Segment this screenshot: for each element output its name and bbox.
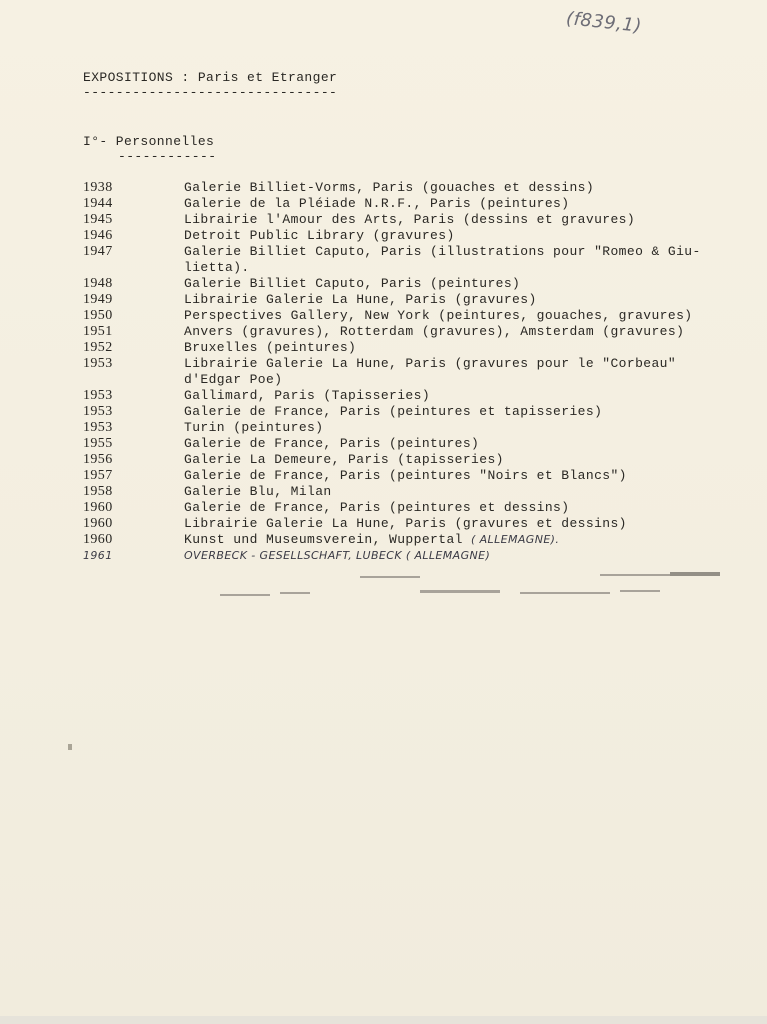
exhibition-year: 1938 [83, 180, 113, 195]
exhibition-description-line: Kunst und Museumsverein, Wuppertal [184, 532, 463, 547]
exhibition-year: 1953 [83, 420, 113, 435]
exhibition-description [184, 308, 692, 324]
exhibition-year: 1948 [83, 276, 113, 291]
exhibition-list [83, 180, 723, 564]
document-heading: EXPOSITIONS : Paris et Etranger [83, 70, 338, 85]
exhibition-row [83, 244, 723, 276]
exhibition-description-line: Turin (peintures) [184, 420, 324, 435]
exhibition-description-line: Galerie Billiet Caputo, Paris (peintures) [184, 276, 521, 291]
section-underline: ------------ [118, 149, 217, 164]
exhibition-description-line: Galerie de France, Paris (peintures et dessins) [184, 500, 570, 515]
exhibition-description-line: Bruxelles (peintures) [184, 340, 357, 355]
exhibition-description [184, 420, 323, 436]
exhibition-row [83, 468, 723, 484]
exhibition-description [184, 244, 701, 276]
exhibition-row [83, 180, 723, 196]
exhibition-description-line: Galerie de France, Paris (peintures "Noirs et Blancs") [184, 468, 627, 483]
exhibition-row [83, 292, 723, 308]
exhibition-description [184, 228, 455, 244]
section-title: I°- Personnelles [83, 134, 215, 149]
exhibition-row [83, 500, 723, 516]
exhibition-year: 1953 [83, 388, 113, 403]
exhibition-description-line: Galerie de la Pléiade N.R.F., Paris (peintures) [184, 196, 570, 211]
exhibition-row [83, 516, 723, 532]
exhibition-year: 1953 [83, 356, 113, 371]
exhibition-row [83, 212, 723, 228]
exhibition-year: 1957 [83, 468, 113, 483]
exhibition-description [184, 452, 504, 468]
exhibition-row [83, 356, 723, 388]
correction-smudge [180, 570, 740, 610]
exhibition-description [184, 292, 537, 308]
exhibition-description-line: Anvers (gravures), Rotterdam (gravures), Amsterdam (gravures) [184, 324, 685, 339]
exhibition-year: 1949 [83, 292, 113, 307]
exhibition-description-line: Gallimard, Paris (Tapisseries) [184, 388, 431, 403]
exhibition-year: 1951 [83, 324, 113, 339]
paper-mark [68, 744, 72, 750]
exhibition-row [83, 340, 723, 356]
exhibition-year: 1945 [83, 212, 113, 227]
exhibition-description-line: Detroit Public Library (gravures) [184, 228, 455, 243]
exhibition-description-line: d'Edgar Poe) [184, 372, 283, 387]
exhibition-description [184, 532, 559, 548]
exhibition-description [184, 196, 569, 212]
exhibition-description [184, 500, 569, 516]
exhibition-description [184, 324, 684, 340]
exhibition-row [83, 420, 723, 436]
exhibition-year: 1944 [83, 196, 113, 211]
exhibition-description [184, 516, 627, 532]
exhibition-year: 1953 [83, 404, 113, 419]
exhibition-year: 1952 [83, 340, 113, 355]
exhibition-description-line: Librairie Galerie La Hune, Paris (gravures et dessins) [184, 516, 627, 531]
archive-reference-note: (f839,1) [565, 8, 643, 37]
exhibition-year: 1958 [83, 484, 113, 499]
exhibition-description-line: Galerie Billiet-Vorms, Paris (gouaches et dessins) [184, 180, 595, 195]
exhibition-description-line: Galerie Blu, Milan [184, 484, 332, 499]
exhibition-description [184, 436, 479, 452]
exhibition-description-line: Galerie La Demeure, Paris (tapisseries) [184, 452, 504, 467]
exhibition-description-line: Galerie de France, Paris (peintures et tapisseries) [184, 404, 603, 419]
exhibition-row [83, 196, 723, 212]
exhibition-year: 1960 [83, 516, 113, 531]
exhibition-year: 1960 [83, 532, 113, 547]
exhibition-description-line: Librairie Galerie La Hune, Paris (gravures) [184, 292, 537, 307]
exhibition-description [184, 276, 520, 292]
handwritten-annotation: ( ALLEMAGNE). [471, 533, 560, 546]
exhibition-description-line: Galerie Billiet Caputo, Paris (illustrations pour "Romeo & Giu- [184, 244, 701, 259]
exhibition-description [184, 212, 635, 228]
exhibition-row [83, 388, 723, 404]
exhibition-description-line: lietta). [184, 260, 250, 275]
exhibition-description [184, 388, 430, 404]
exhibition-description-line: Galerie de France, Paris (peintures) [184, 436, 480, 451]
exhibition-description [184, 340, 356, 356]
exhibition-year: 1950 [83, 308, 113, 323]
exhibition-year: 1960 [83, 500, 113, 515]
exhibition-row [83, 404, 723, 420]
exhibition-year: 1955 [83, 436, 113, 451]
exhibition-row [83, 452, 723, 468]
exhibition-description [184, 356, 676, 388]
exhibition-description [184, 404, 602, 420]
exhibition-row [83, 308, 723, 324]
exhibition-description-line: Librairie Galerie La Hune, Paris (gravures pour le "Corbeau" [184, 356, 677, 371]
handwritten-exhibition-row [83, 548, 723, 564]
exhibition-row [83, 324, 723, 340]
exhibition-description [184, 484, 332, 500]
exhibition-row [83, 484, 723, 500]
exhibition-row [83, 532, 723, 548]
exhibition-description-line: Librairie l'Amour des Arts, Paris (dessins et gravures) [184, 212, 636, 227]
exhibition-description [184, 180, 594, 196]
exhibition-description: OVERBECK - GESELLSCHAFT, LUBECK ( ALLEMAGNE) [184, 549, 491, 562]
exhibition-year: 1946 [83, 228, 113, 243]
heading-underline: ------------------------------- [83, 85, 338, 100]
exhibition-row [83, 436, 723, 452]
exhibition-year: 1956 [83, 452, 113, 467]
exhibition-description [184, 468, 627, 484]
exhibition-row [83, 276, 723, 292]
exhibition-year: 1961 [83, 549, 113, 562]
exhibition-year: 1947 [83, 244, 113, 259]
exhibition-description-line: Perspectives Gallery, New York (peintures, gouaches, gravures) [184, 308, 693, 323]
scan-edge [0, 1016, 767, 1024]
exhibition-row [83, 228, 723, 244]
